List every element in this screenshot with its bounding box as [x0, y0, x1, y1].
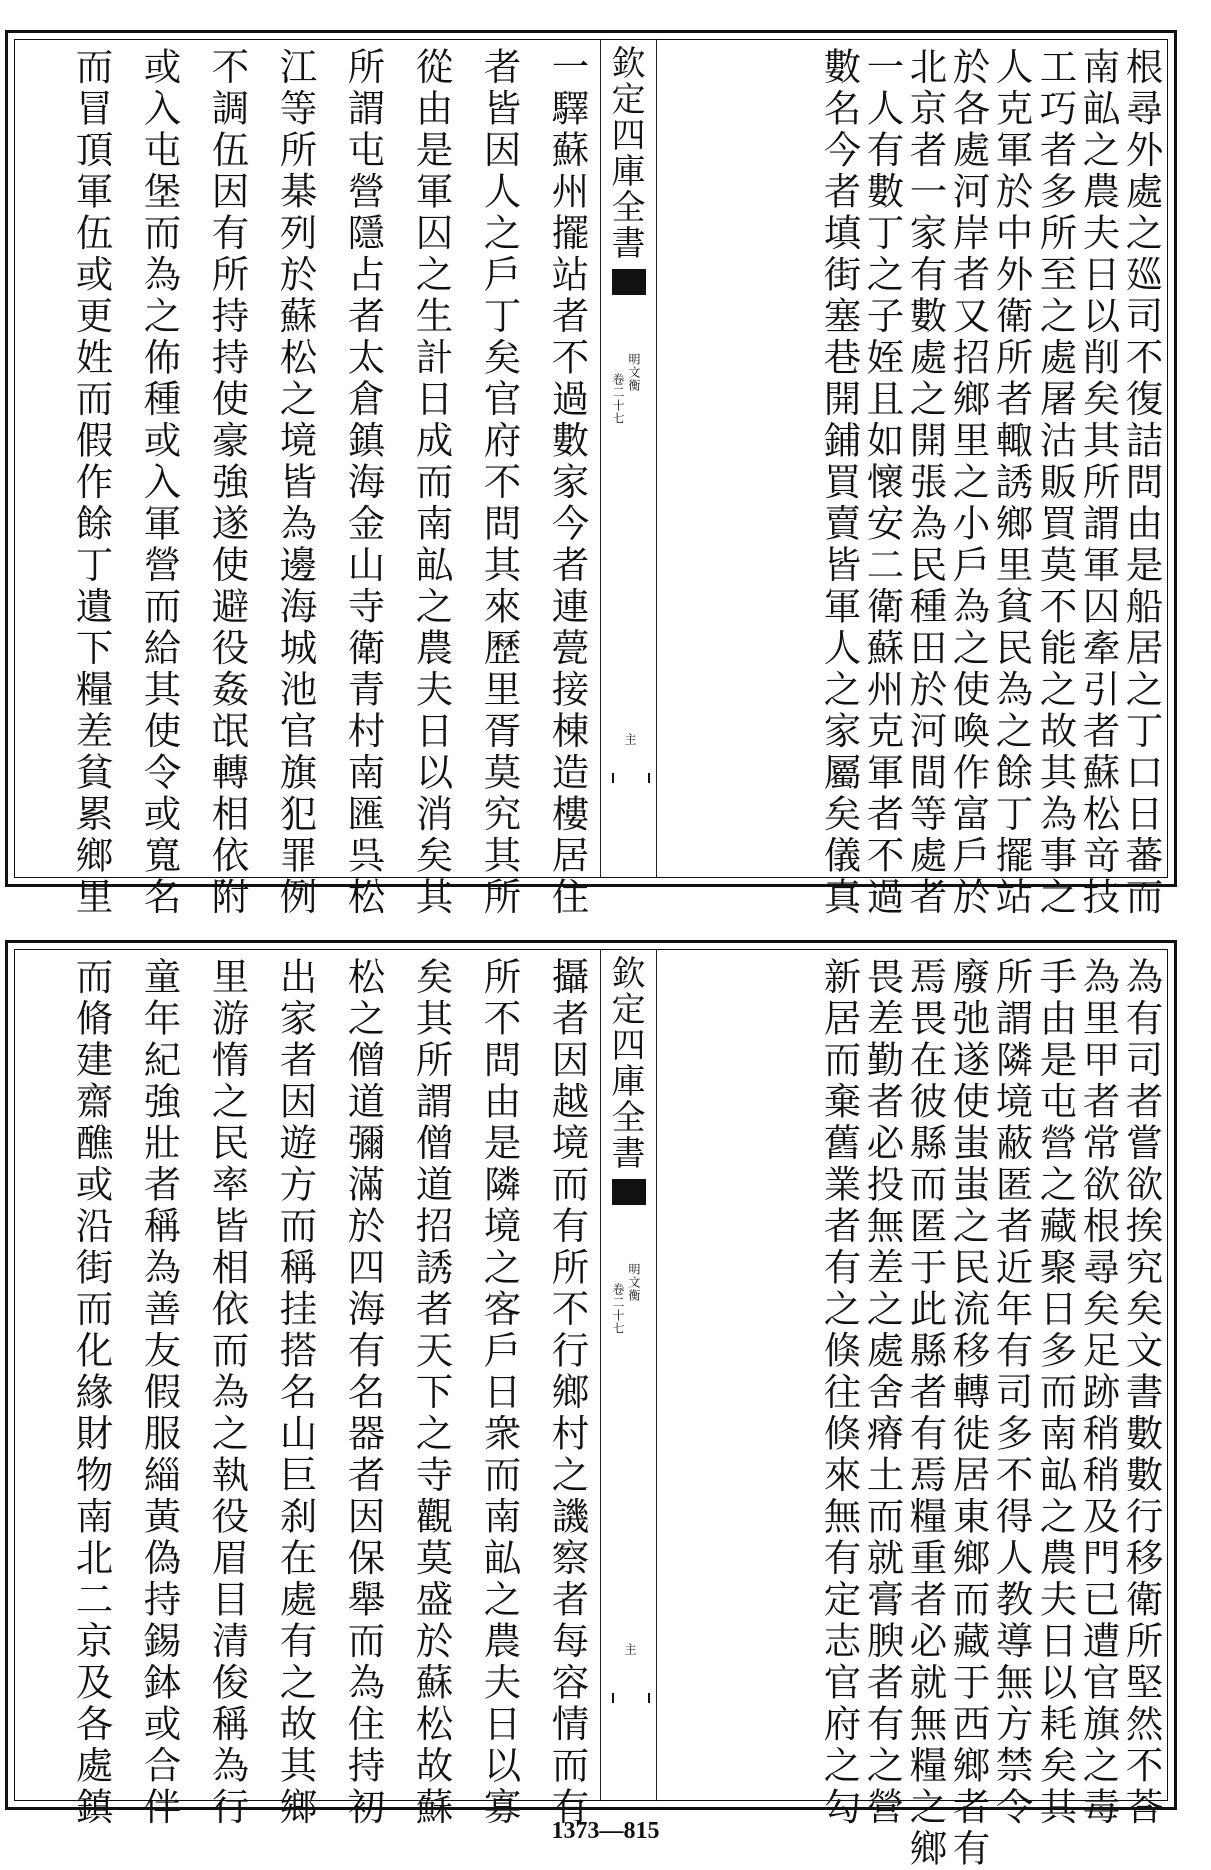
page-panel-top: [5, 30, 1177, 919]
banner-book-name: 明文衡: [627, 1263, 641, 1302]
text-column: 畏差勤者必投無差之處舍瘠土而就膏腴者有之營: [860, 957, 905, 1829]
text-column: 攝者因越境而有所不行鄉村之譏察者每容情而有: [545, 957, 590, 1829]
text-column: 數名今者填街塞巷開鋪買賣皆軍人之家屬矣儀真: [817, 47, 862, 919]
page-footer-number: 1373—815: [551, 1818, 660, 1844]
text-column: 手由是屯營之藏聚日多而南畆之農夫日以耗矣其: [1033, 957, 1078, 1829]
text-column: 所謂屯營隱占者太倉鎮海金山寺衛青村南匯呉松: [341, 47, 386, 919]
text-column: 新居而棄舊業者有之倏往倏來無有定志官府之勾: [817, 957, 862, 1829]
text-column: 或入屯堡而為之佈種或入軍營而給其使令或寬名: [137, 47, 182, 919]
banner-page-number: 主: [623, 733, 637, 746]
banner-volume: 卷二十七: [611, 1283, 625, 1335]
text-column: 北京者一家有數處之開張為民種田於河間等處者: [903, 47, 948, 919]
text-column: 一人有數丁之子姪且如懷安二衛蘇州克軍者不過: [860, 47, 905, 919]
fish-tail-bottom: [612, 1693, 650, 1703]
text-column: 所不問由是隣境之客戶日衆而南畆之農夫日以寡: [477, 957, 522, 1829]
center-banner: [604, 43, 654, 874]
text-column: 一驛蘇州擺站者不過數家今者連甍接棟造樓居住: [545, 47, 590, 919]
text-column: 工巧者多所至之處屠沽販買莫不能之故其為事之: [1033, 47, 1078, 919]
text-column: 從由是軍囚之生計日成而南畆之農夫日以消矣其: [409, 47, 454, 919]
text-column: 而冒頂軍伍或更姓而假作餘丁遺下糧差貧累鄉里: [69, 47, 114, 919]
text-column: 而脩建齋醮或沿街而化緣財物南北二京及各處鎮: [69, 957, 114, 1829]
fold-line-left: [600, 949, 601, 1801]
text-column: 為里甲者常欲根尋矣足跡稍稍及門已遭官旗之毒: [1076, 957, 1121, 1829]
text-column: 焉畏在彼縣而匿于此縣者有焉糧重者必就無糧之鄉: [903, 957, 948, 1870]
fish-tail-mark: [612, 1179, 646, 1205]
fold-line-left: [600, 39, 601, 878]
fold-line-right: [656, 949, 657, 1801]
text-column: 所謂隣境蔽匿者近年有司多不得人教導無方禁令: [989, 957, 1034, 1829]
text-column: 於各處河岸者又招鄉里之小戶為之使喚作富戶於: [946, 47, 991, 919]
text-column: 者皆因人之戶丁矣官府不問其來歷里胥莫究其所: [477, 47, 522, 919]
fish-tail-mark: [612, 269, 646, 295]
fish-tail-bottom: [612, 773, 650, 783]
text-column: 南畆之農夫日以削矣其所謂軍囚牽引者蘇松竒技: [1076, 47, 1121, 919]
center-banner: [604, 953, 654, 1797]
text-column: 童年紀強壯者稱為善友假服緇黃偽持錫鉢或合伴: [137, 957, 182, 1829]
text-column: 根尋外處之廵司不復詰問由是船居之丁口日蕃而: [1119, 47, 1164, 919]
text-column: 為有司者嘗欲挨究矣文書數數行移衛所堅然不荅: [1119, 957, 1164, 1829]
banner-title: 欽定四庫全書: [605, 45, 645, 261]
text-column: 里游惰之民率皆相依而為之執役眉目清俊稱為行: [205, 957, 250, 1829]
banner-volume: 卷二十七: [611, 373, 625, 425]
fold-line-right: [656, 39, 657, 878]
text-column: 人克軍於中外衛所者輙誘鄉里貧民為之餘丁擺站: [989, 47, 1034, 919]
banner-book-name: 明文衡: [627, 353, 641, 392]
banner-page-number: 主: [623, 1643, 637, 1656]
text-column: 矣其所謂僧道招誘者天下之寺觀莫盛於蘇松故蘇: [409, 957, 454, 1829]
text-column: 出家者因遊方而稱挂搭名山巨刹在處有之故其鄉: [273, 957, 318, 1829]
banner-title: 欽定四庫全書: [605, 955, 645, 1171]
text-column: 不調伍因有所持持使豪強遂使避役姦氓轉相依附: [205, 47, 250, 919]
text-column: 廢弛遂使蚩蚩之民流移轉徙居東鄉而藏于西鄉者有: [946, 957, 991, 1870]
text-column: 江等所棊列於蘇松之境皆為邊海城池官旗犯罪例: [273, 47, 318, 919]
text-column: 松之僧道彌滿於四海有名器者因保舉而為住持初: [341, 957, 386, 1829]
